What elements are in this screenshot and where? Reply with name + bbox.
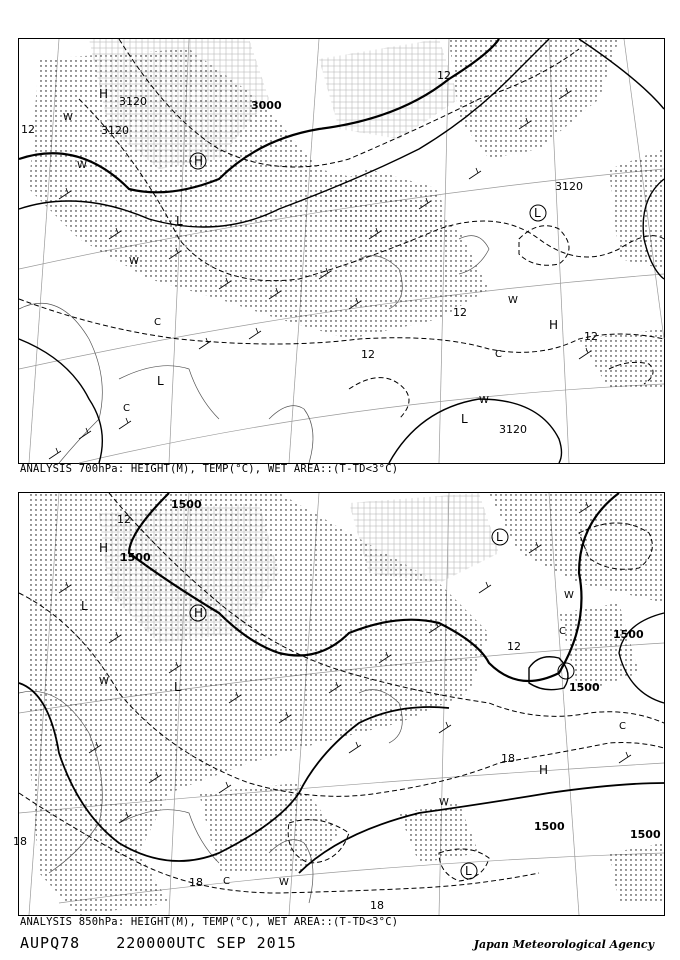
center-high: H <box>194 154 204 168</box>
valid-time: 220000UTC SEP 2015 <box>116 934 297 952</box>
center-low: L <box>465 864 472 878</box>
center-cold: C <box>123 403 130 414</box>
center-cold: C <box>619 721 626 732</box>
map-700hpa-canvas <box>19 39 664 463</box>
contour-label: 1500 <box>534 820 565 833</box>
center-high: H <box>99 541 109 555</box>
panel-caption-700hpa: ANALYSIS 700hPa: HEIGHT(M), TEMP(°C), WET AREA::(T-TD<3°C) <box>20 463 399 475</box>
map-850hpa-canvas <box>13 493 664 915</box>
contour-label: 1500 <box>613 628 644 641</box>
contour-label: 1500 <box>120 551 151 564</box>
center-warm: W <box>479 395 489 406</box>
center-warm: W <box>564 590 574 601</box>
center-cold: C <box>223 876 230 887</box>
center-warm: W <box>77 160 87 171</box>
agency-credit: Japan Meteorological Agency <box>473 938 654 951</box>
center-warm: W <box>129 256 139 267</box>
contour-label: 3120 <box>555 180 583 193</box>
center-high: H <box>539 763 549 777</box>
contour-label: 3120 <box>101 124 129 137</box>
contour-label: 18 <box>370 899 384 912</box>
contour-label: 12 <box>361 348 375 361</box>
center-warm: W <box>279 877 289 888</box>
map-panel-700hpa <box>18 38 665 464</box>
contour-label: 1500 <box>569 681 600 694</box>
contour-label: 12 <box>21 123 35 136</box>
center-cold: C <box>495 349 502 360</box>
panel-caption-850hpa: ANALYSIS 850hPa: HEIGHT(M), TEMP(°C), WET AREA::(T-TD<3°C) <box>20 916 399 928</box>
center-high: H <box>99 87 109 101</box>
contour-label: 1500 <box>630 828 661 841</box>
center-warm: W <box>63 112 73 123</box>
center-low: L <box>176 214 183 228</box>
center-low: L <box>534 206 541 220</box>
contour-label: 1500 <box>171 498 202 511</box>
contour-label: 18 <box>13 835 27 848</box>
contour-label: 3120 <box>119 95 147 108</box>
contour-label: 12 <box>117 513 131 526</box>
center-cold: C <box>154 317 161 328</box>
contour-label: 12 <box>507 640 521 653</box>
center-low: L <box>81 599 88 613</box>
center-low: L <box>496 530 503 544</box>
contour-label: 12 <box>437 69 451 82</box>
contour-label: 18 <box>189 876 203 889</box>
chart-code: AUPQ78 <box>20 934 81 952</box>
center-low: L <box>157 374 164 388</box>
contour-label: 18 <box>501 752 515 765</box>
center-high: H <box>549 318 559 332</box>
center-warm: W <box>439 797 449 808</box>
contour-label: 12 <box>584 330 598 343</box>
center-warm: W <box>508 295 518 306</box>
center-high: H <box>194 606 204 620</box>
contour-label: 3120 <box>499 423 527 436</box>
center-low: L <box>461 412 468 426</box>
center-warm: W <box>99 676 109 687</box>
center-low: L <box>174 680 181 694</box>
center-cold: C <box>559 626 566 637</box>
map-panel-850hpa <box>13 492 665 916</box>
chart-header <box>20 934 323 952</box>
contour-label: 12 <box>453 306 467 319</box>
contour-label: 3000 <box>251 99 282 112</box>
